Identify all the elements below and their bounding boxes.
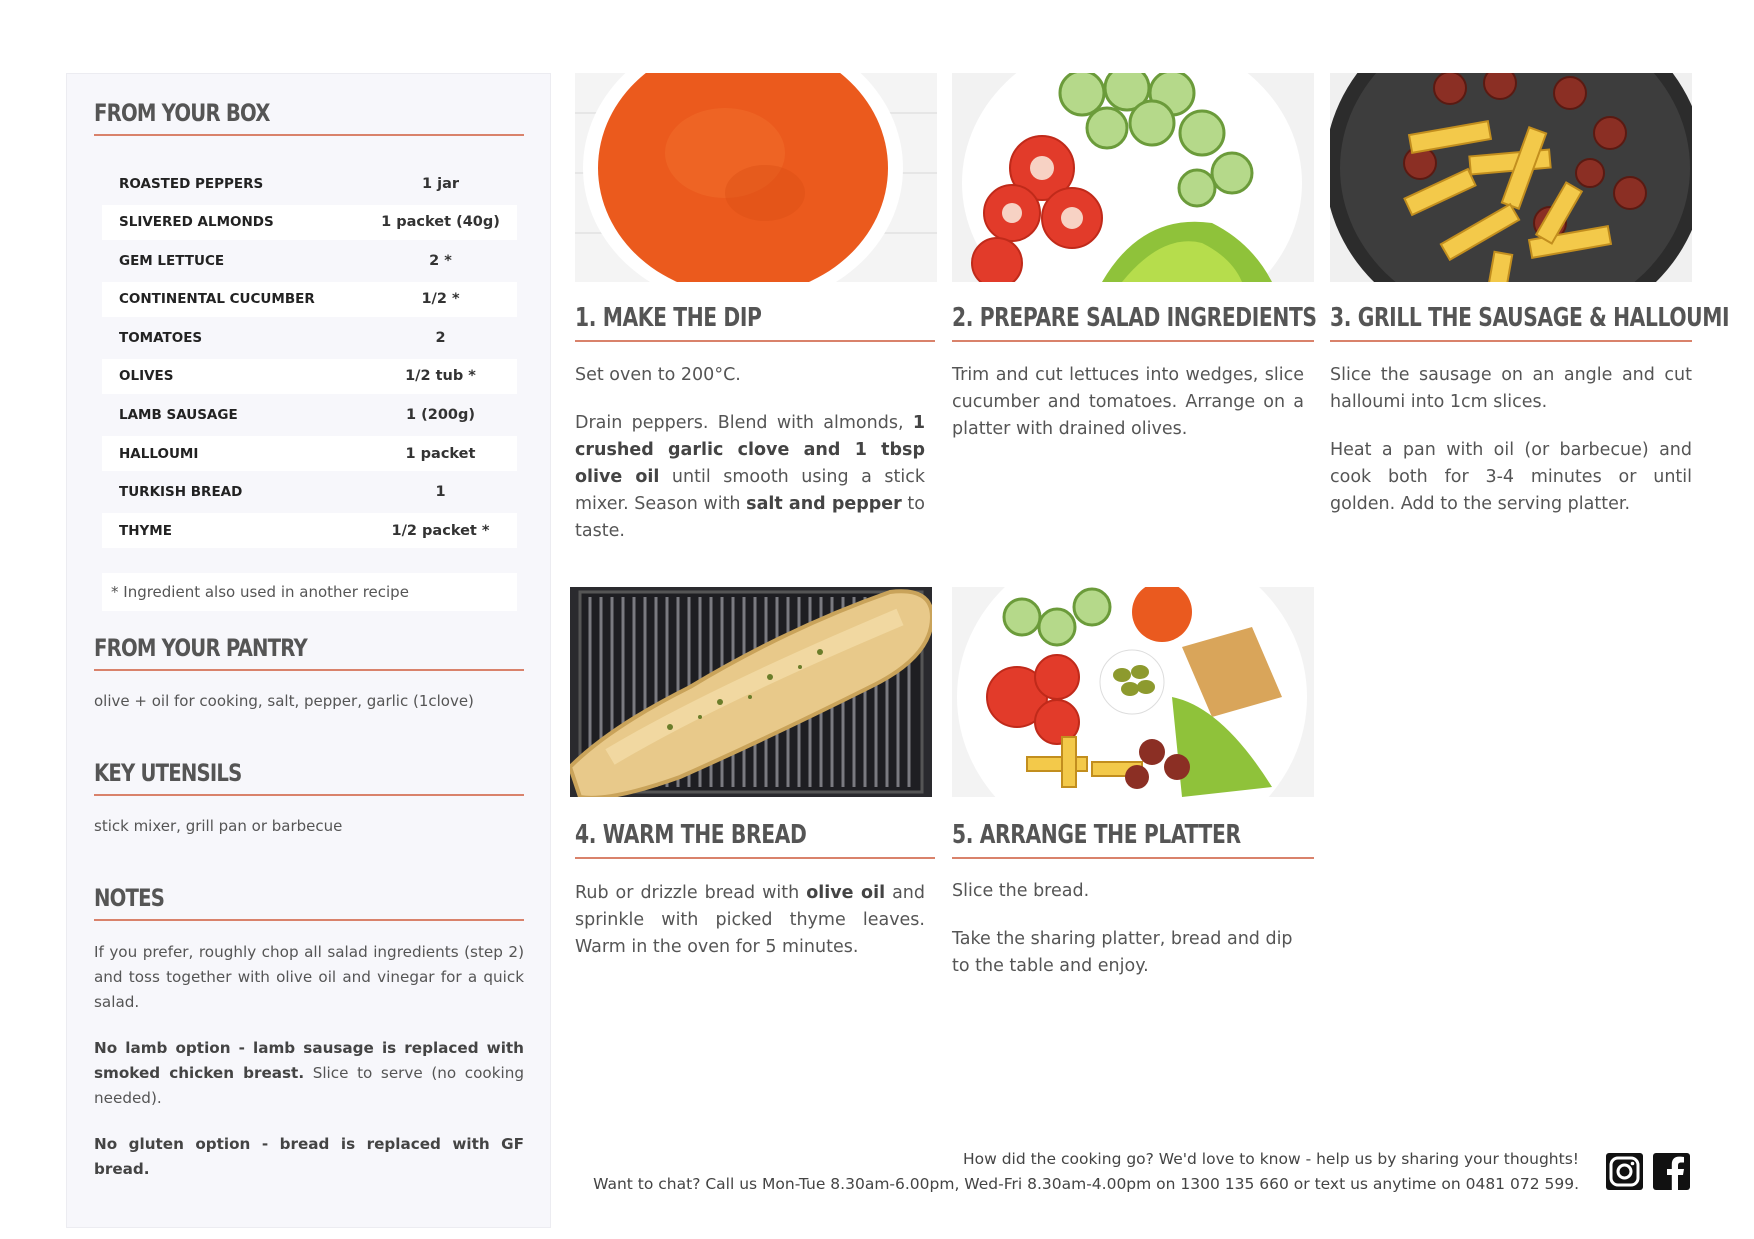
ingredient-quantity: 1 packet (40g) — [381, 214, 500, 231]
from-your-box-heading: FROM YOUR BOX — [94, 99, 270, 127]
ingredient-quantity: 1/2 * — [421, 291, 460, 308]
step-4-rule — [575, 857, 935, 859]
ingredient-quantity: 1 jar — [421, 175, 460, 192]
ingredients-table — [102, 166, 517, 552]
ingredient-quantity: 1 (200g) — [405, 407, 476, 424]
ingredient-footnote: * Ingredient also used in another recipe — [102, 573, 517, 611]
ingredient-name: ROASTED PEPPERS — [119, 175, 264, 192]
ingredient-row — [102, 243, 517, 278]
step-1-bold: 1 crushed garlic clove and 1 tbsp olive oil — [575, 413, 925, 487]
step-4-title: 4. WARM THE BREAD — [575, 820, 807, 850]
ingredients-sidebar — [66, 73, 551, 1228]
heading-rule — [94, 669, 524, 671]
notes-heading: NOTES — [94, 884, 165, 912]
sharing-platter-illustration — [952, 587, 1314, 797]
ingredient-row — [102, 359, 517, 394]
note-salad: If you prefer, roughly chop all salad ingredients (step 2) and toss together with olive oil and vinegar for a quick salad. — [94, 943, 524, 1011]
ingredient-name: THYME — [119, 522, 172, 539]
ingredient-quantity: 1 — [435, 484, 446, 501]
step-4-body — [575, 880, 925, 982]
ingredient-row — [102, 320, 517, 355]
pantry-text: olive + oil for cooking, salt, pepper, garlic (1clove) — [94, 692, 474, 710]
step-5-rule — [952, 857, 1314, 859]
ingredient-quantity: 1/2 tub * — [405, 368, 476, 385]
step-3-title: 3. GRILL THE SAUSAGE & HALLOUMI — [1330, 303, 1730, 333]
step-1-body — [575, 362, 925, 566]
step-5-para-1: Slice the bread. — [952, 881, 1090, 901]
ingredient-name: HALLOUMI — [119, 445, 199, 462]
note-no-gluten — [94, 1132, 524, 1182]
step-4-text: Rub or drizzle bread with — [575, 883, 807, 903]
salad-platter-illustration — [952, 73, 1314, 282]
note-no-lamb — [94, 1036, 524, 1111]
step-1-bold: salt and pepper — [746, 494, 902, 514]
ingredient-quantity: 1/2 packet * — [391, 522, 490, 539]
step-4-image — [570, 587, 932, 797]
step-5-body — [952, 878, 1314, 1001]
heading-rule — [94, 134, 524, 136]
step-1-rule — [575, 340, 935, 342]
key-utensils-heading: KEY UTENSILS — [94, 759, 242, 787]
ingredient-name: OLIVES — [119, 368, 174, 385]
grill-pan-illustration — [1330, 73, 1692, 282]
ingredient-name: CONTINENTAL CUCUMBER — [119, 291, 315, 308]
step-3-rule — [1330, 340, 1692, 342]
step-3-image — [1330, 73, 1692, 282]
facebook-icon[interactable] — [1653, 1153, 1690, 1190]
step-1-para-2 — [575, 410, 925, 545]
note-no-lamb-rest: Slice to serve (no cooking needed). — [94, 1064, 524, 1107]
step-1-image — [575, 73, 937, 282]
from-your-pantry-heading: FROM YOUR PANTRY — [94, 634, 307, 662]
step-1-text: to taste. — [575, 494, 925, 541]
note-no-gluten-bold: No gluten option - bread is replaced with GF bread. — [94, 1135, 524, 1178]
ingredient-row — [102, 398, 517, 433]
step-1-title: 1. MAKE THE DIP — [575, 303, 762, 333]
step-3-para-1: Slice the sausage on an angle and cut halloumi into 1cm slices. — [1330, 365, 1692, 412]
step-5-para-2: Take the sharing platter, bread and dip to the table and enjoy. — [952, 929, 1293, 976]
notes-body — [94, 940, 524, 1182]
ingredient-row — [102, 166, 517, 201]
heading-rule — [94, 919, 524, 921]
step-2-rule — [952, 340, 1314, 342]
ingredient-quantity: 1 packet — [405, 445, 476, 462]
dip-bowl-illustration — [575, 73, 937, 282]
ingredient-name: GEM LETTUCE — [119, 252, 225, 269]
ingredient-row — [102, 475, 517, 510]
step-2-title: 2. PREPARE SALAD INGREDIENTS — [952, 303, 1317, 333]
heading-rule — [94, 794, 524, 796]
step-3-body — [1330, 362, 1692, 539]
ingredient-name: TOMATOES — [119, 329, 203, 346]
step-5-title: 5. ARRANGE THE PLATTER — [952, 820, 1241, 850]
ingredient-quantity: 2 — [435, 329, 446, 346]
note-no-lamb-bold: No lamb option - lamb sausage is replaced with smoked chicken breast. — [94, 1039, 524, 1082]
bread-tray-illustration — [570, 587, 932, 797]
ingredient-row — [102, 282, 517, 317]
step-4-bold: olive oil — [806, 883, 886, 903]
step-4-text: and sprinkle with picked thyme leaves. Warm in the oven for 5 minutes. — [575, 883, 925, 957]
ingredient-name: SLIVERED ALMONDS — [119, 214, 274, 231]
instagram-icon[interactable] — [1606, 1153, 1643, 1190]
step-1-text: Drain peppers. Blend with almonds, — [575, 413, 913, 433]
step-1-para-1: Set oven to 200°C. — [575, 365, 741, 385]
step-2-para-1: Trim and cut lettuces into wedges, slice cucumber and tomatoes. Arrange on a platter with drained olives. — [952, 365, 1304, 439]
step-3-para-2: Heat a pan with oil (or barbecue) and cook both for 3-4 minutes or until golden. Add to the serving platter. — [1330, 440, 1692, 514]
utensils-text: stick mixer, grill pan or barbecue — [94, 817, 343, 835]
ingredient-quantity: 2 * — [429, 252, 452, 269]
step-2-image — [952, 73, 1314, 282]
ingredient-row — [102, 513, 517, 548]
step-5-image — [952, 587, 1314, 797]
step-2-body — [952, 362, 1304, 464]
step-1-text: until smooth using a stick mixer. Season with — [575, 467, 925, 514]
ingredient-name: LAMB SAUSAGE — [119, 407, 238, 424]
ingredient-name: TURKISH BREAD — [119, 484, 243, 501]
ingredient-row — [102, 205, 517, 240]
step-4-para-1 — [575, 880, 925, 961]
feedback-text: How did the cooking go? We'd love to know - help us by sharing your thoughts! — [962, 1150, 1579, 1168]
contact-text: Want to chat? Call us Mon-Tue 8.30am-6.00pm, Wed-Fri 8.30am-4.00pm on 1300 135 660 or text us anytime on 0481 072 599. — [593, 1175, 1579, 1193]
ingredient-row — [102, 436, 517, 471]
